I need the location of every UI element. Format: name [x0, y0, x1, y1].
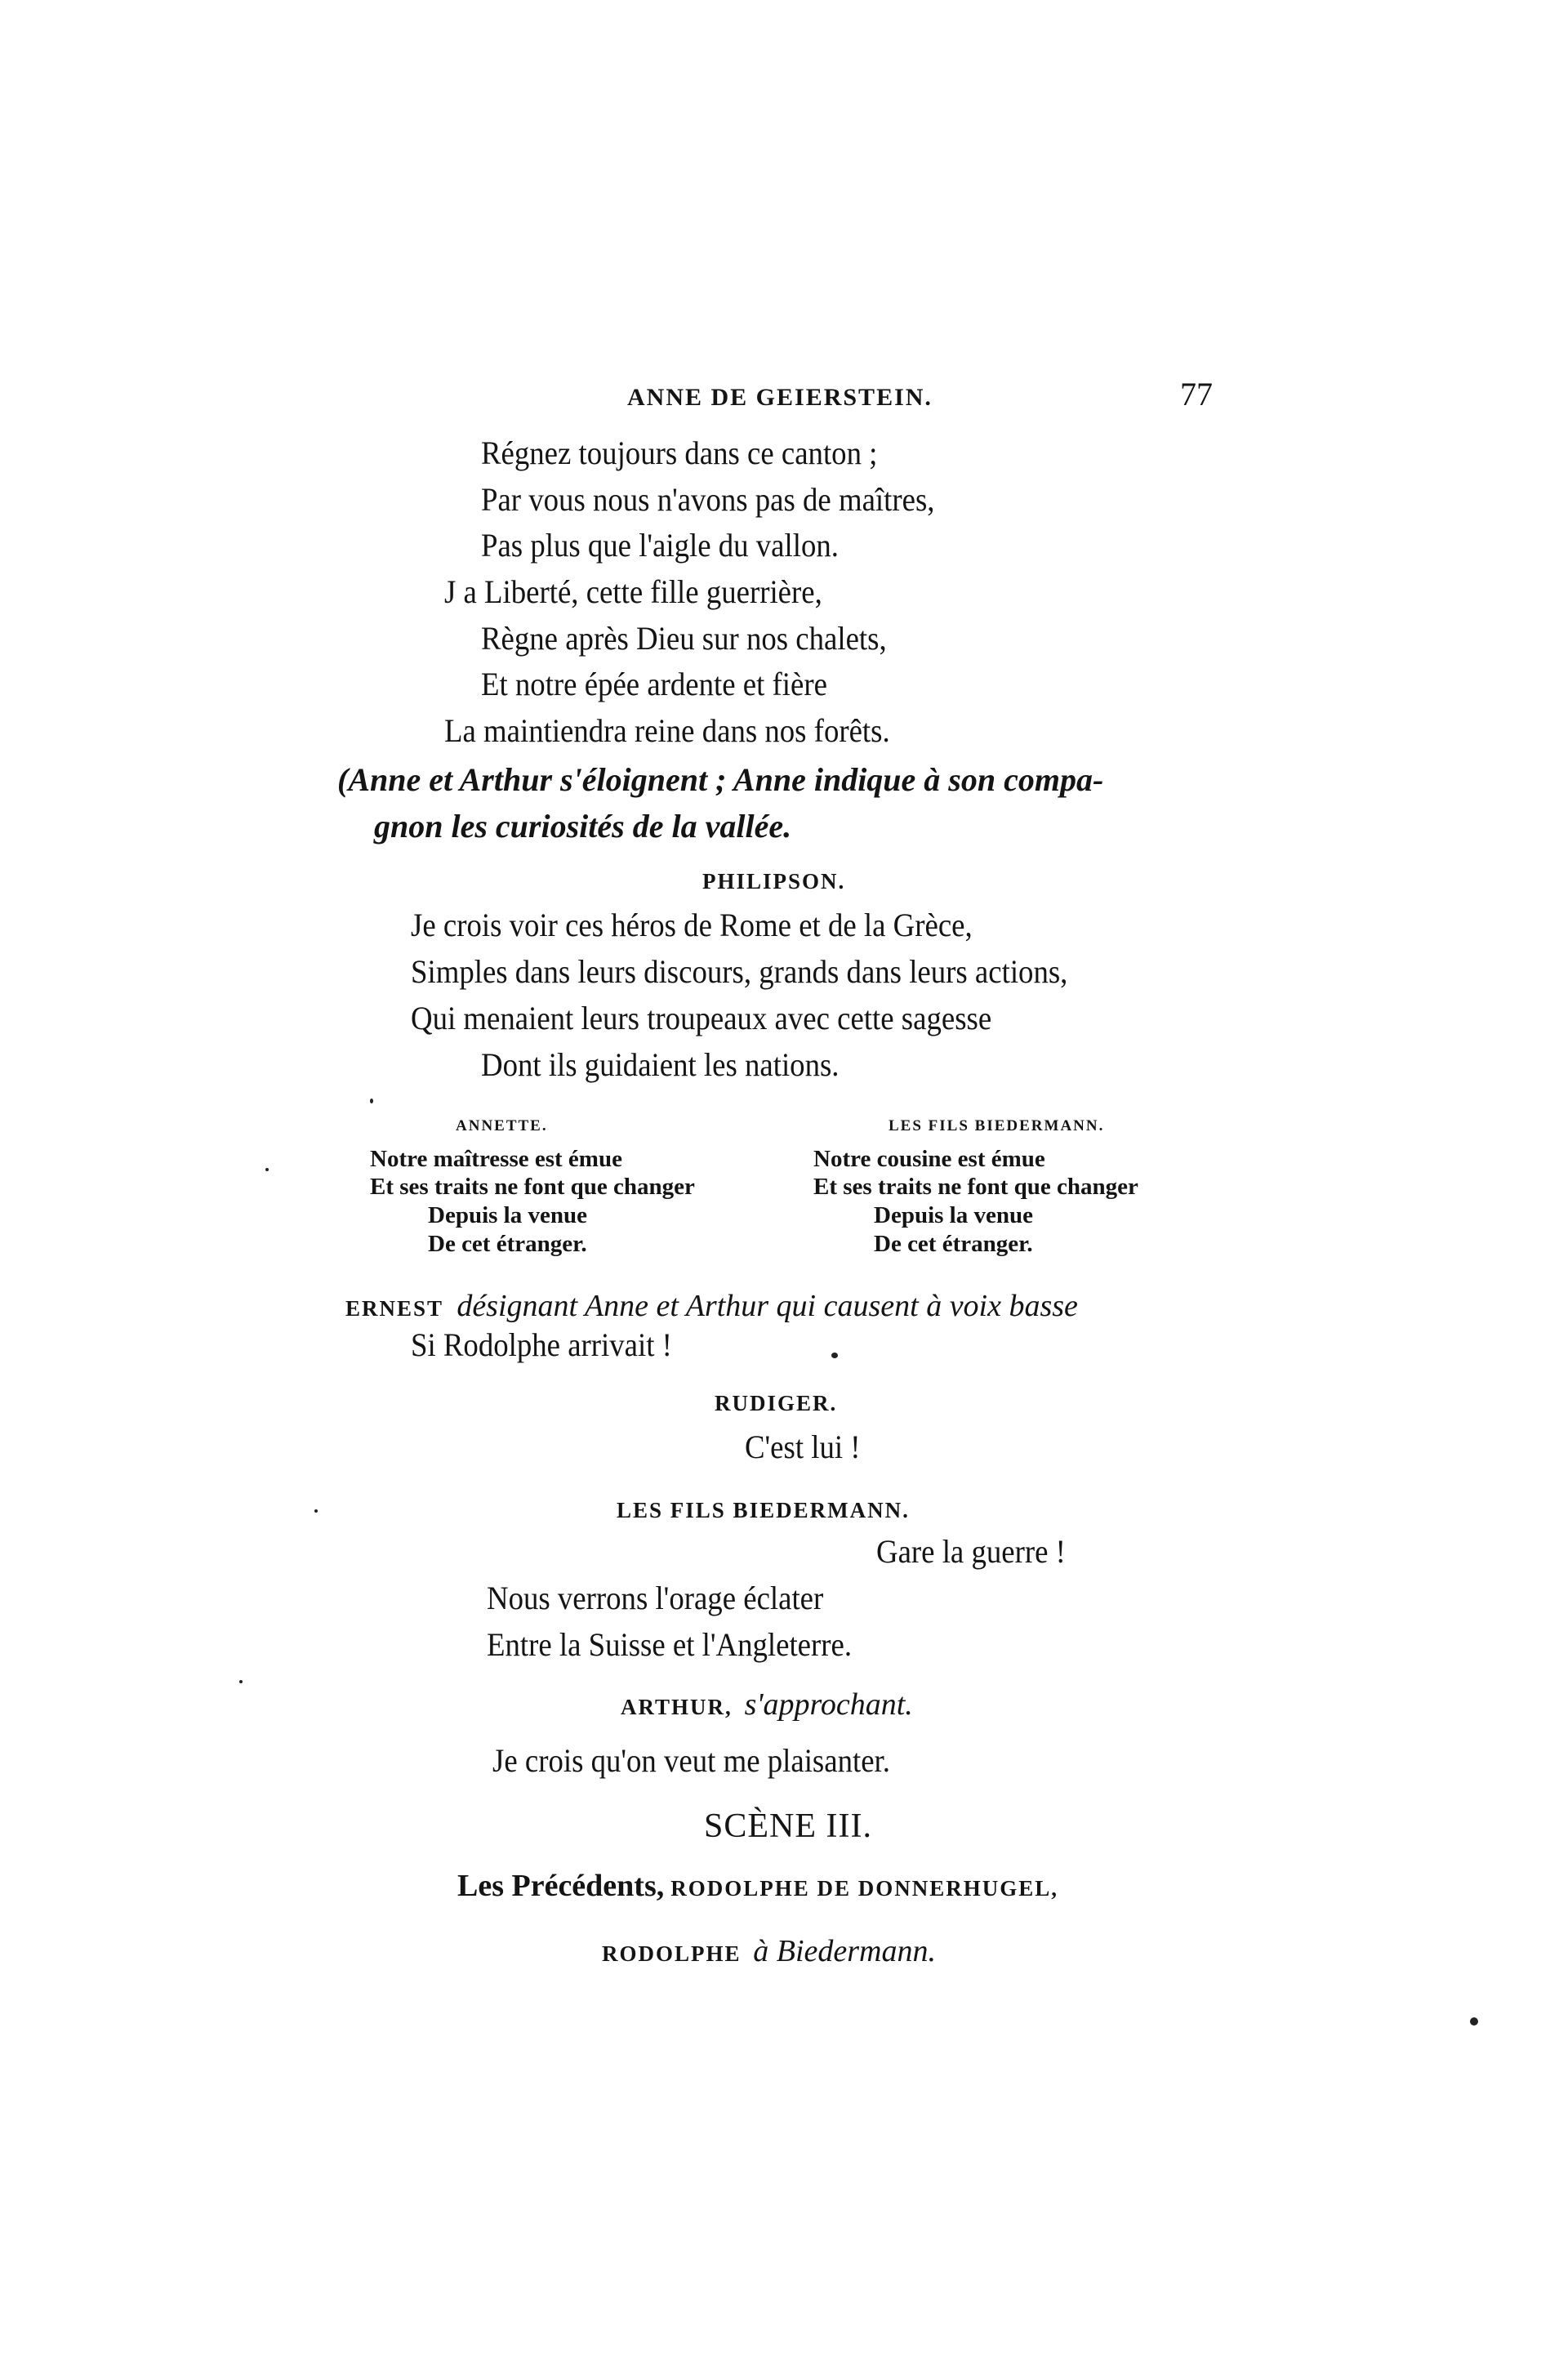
verse-line: Régnez toujours dans ce canton ; [481, 435, 878, 471]
verse-line: Je crois qu'on veut me plaisanter. [492, 1742, 890, 1779]
verse-line: Par vous nous n'avons pas de maîtres, [481, 481, 935, 518]
stage-direction: à Biedermann. [753, 1934, 936, 1968]
verse-line: Simples dans leurs discours, grands dans leurs actions, [411, 953, 1068, 990]
verse-line: La maintiendra reine dans nos forêts. [444, 712, 890, 749]
ink-speck [239, 1680, 243, 1683]
duet-line: Et ses traits ne font que changer [370, 1174, 695, 1200]
ink-speck [1470, 2017, 1478, 2026]
duet-line: De cet étranger. [874, 1231, 1033, 1257]
speaker-annette: ANNETTE. [456, 1117, 548, 1134]
duet-line: Notre cousine est émue [813, 1146, 1045, 1172]
speaker-name: ARTHUR, [621, 1695, 733, 1719]
speaker-arthur [621, 1689, 913, 1720]
speaker-name: ERNEST [345, 1296, 443, 1321]
verse-line: Et notre épée ardente et fière [481, 666, 827, 702]
speaker-philipson: PHILIPSON. [702, 869, 846, 894]
verse-line: J a Liberté, cette fille guerrière, [444, 573, 822, 610]
speaker-rodolphe [602, 1936, 936, 1967]
speaker-ernest [345, 1290, 1078, 1321]
verse-line: Entre la Suisse et l'Angleterre. [487, 1626, 853, 1663]
duet-line: Et ses traits ne font que changer [813, 1174, 1138, 1200]
duet-line: De cet étranger. [428, 1231, 587, 1257]
verse-line: C'est lui ! [745, 1428, 861, 1465]
scene-characters [457, 1870, 1058, 1901]
ink-speck [831, 1353, 838, 1358]
speaker-rudiger: RUDIGER. [715, 1391, 838, 1415]
stage-direction: gnon les curiosités de la vallée. [374, 808, 792, 845]
characters-lead: Les Précédents, [457, 1869, 665, 1903]
ink-speck [314, 1509, 318, 1513]
speaker-les-fils-biedermann: LES FILS BIEDERMANN. [889, 1117, 1105, 1134]
speaker-name: RODOLPHE [602, 1941, 742, 1966]
verse-line: Gare la guerre ! [876, 1533, 1066, 1570]
scene-title: SCÈNE III. [704, 1807, 872, 1845]
duet-line: Depuis la venue [874, 1202, 1033, 1228]
stage-direction: s'approchant. [744, 1687, 913, 1722]
speaker-les-fils-biedermann: LES FILS BIEDERMANN. [617, 1498, 910, 1522]
verse-line: Dont ils guidaient les nations. [481, 1046, 840, 1083]
duet-line: Notre maîtresse est émue [370, 1146, 622, 1172]
duet-line: Depuis la venue [428, 1202, 587, 1228]
verse-line: Nous verrons l'orage éclater [487, 1580, 824, 1616]
running-title: ANNE DE GEIERSTEIN. [627, 384, 933, 411]
verse-line: Qui menaient leurs troupeaux avec cette sagesse [411, 1000, 992, 1036]
characters-rest: RODOLPHE DE DONNERHUGEL, [670, 1876, 1059, 1901]
page-number: 77 [1180, 376, 1213, 412]
verse-line: Pas plus que l'aigle du vallon. [481, 527, 839, 564]
verse-line: Je crois voir ces héros de Rome et de la Grèce, [411, 907, 973, 943]
stage-direction: désignant Anne et Arthur qui causent à voix basse [457, 1289, 1078, 1323]
stage-direction: (Anne et Arthur s'éloignent ; Anne indique à son compa- [337, 761, 1104, 798]
verse-line: Règne après Dieu sur nos chalets, [481, 620, 887, 657]
ink-speck [370, 1099, 373, 1103]
ink-speck [265, 1168, 269, 1171]
verse-line: Si Rodolphe arrivait ! [411, 1326, 672, 1363]
